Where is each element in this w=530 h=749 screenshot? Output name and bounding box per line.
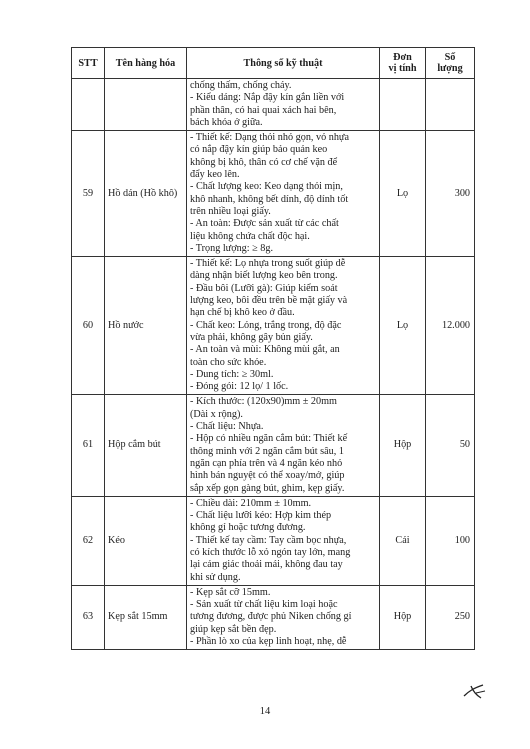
spec-line: - Hộp có nhiều ngăn cắm bút: Thiết kế xyxy=(190,433,348,445)
header-qty xyxy=(426,48,475,79)
row-qty: 250 xyxy=(426,585,475,649)
spec-line: - Sản xuất từ chất liệu kim loại hoặc xyxy=(190,599,338,611)
row-unit: Lọ xyxy=(380,257,426,395)
table-row xyxy=(72,131,475,257)
spec-line: trên nhiều loại giấy. xyxy=(190,205,271,217)
row-spec xyxy=(187,585,380,649)
row-qty: 100 xyxy=(426,496,475,585)
spec-line: - Thiết kế tay cầm: Tay cầm bọc nhựa, xyxy=(190,534,347,546)
row-qty: 50 xyxy=(426,395,475,496)
row-qty: 12.000 xyxy=(426,257,475,395)
row-spec xyxy=(187,496,380,585)
spec-line: - Đầu bôi (Lưỡi gà): Giúp kiểm soát xyxy=(190,282,338,294)
continuation-spec xyxy=(187,79,380,131)
signature-mark-icon xyxy=(462,682,488,702)
spec-line: - An toàn: Được sản xuất từ các chất xyxy=(190,218,339,230)
spec-line: có nắp đậy kín giúp bảo quản keo xyxy=(190,144,328,156)
continuation-stt xyxy=(72,79,105,131)
table-header-row xyxy=(72,48,475,79)
spec-line: - Đóng gói: 12 lọ/ 1 lốc. xyxy=(190,381,289,393)
row-stt: 62 xyxy=(72,496,105,585)
spec-line: - Chất lượng keo: Keo dạng thỏi mịn, xyxy=(190,181,343,193)
spec-line: thông minh với 2 ngăn cắm bút sâu, 1 xyxy=(190,445,344,457)
spec-line: - Phần lò xo của kẹp linh hoạt, nhẹ, dễ xyxy=(190,636,347,648)
spec-line: phần thân, có hai quai xách hai bên, xyxy=(190,104,337,116)
spec-line: - Kẹp sắt cỡ 15mm. xyxy=(190,586,271,598)
spec-line: - Chất keo: Lỏng, trắng trong, độ đặc xyxy=(190,319,342,331)
spec-line: đẩy keo lên. xyxy=(190,169,240,181)
table-row xyxy=(72,257,475,395)
table-row xyxy=(72,585,475,649)
row-name: Hồ dán (Hồ khô) xyxy=(105,131,187,257)
spec-line: giúp kẹp sắt bền đẹp. xyxy=(190,623,277,635)
spec-line: có kích thước lỗ xỏ ngón tay lớn, mang xyxy=(190,546,351,558)
row-unit: Hộp xyxy=(380,395,426,496)
row-stt: 63 xyxy=(72,585,105,649)
spec-line: - Dung tích: ≥ 30ml. xyxy=(190,368,274,380)
continuation-qty xyxy=(426,79,475,131)
spec-line: - An toàn và mùi: Không mùi gắt, an xyxy=(190,344,340,356)
spec-line: hạn chế bị khô keo ở đầu. xyxy=(190,307,295,319)
row-stt: 59 xyxy=(72,131,105,257)
spec-line: không bị khô, thân có cơ chế vặn để xyxy=(190,156,338,168)
spec-line: - Chất liệu lưỡi kéo: Hợp kim thép xyxy=(190,510,332,522)
spec-line: khi sử dụng. xyxy=(190,571,241,583)
row-unit: Cái xyxy=(380,496,426,585)
page-number: 14 xyxy=(259,706,271,717)
spec-line: - Trọng lượng: ≥ 8g. xyxy=(190,242,274,254)
spec-line: dàng nhận biết lượng keo bên trong. xyxy=(190,270,338,282)
header-unit xyxy=(380,48,426,79)
row-qty: 300 xyxy=(426,131,475,257)
spec-line: liệu không chứa chất độc hại. xyxy=(190,230,310,242)
spec-line: chống thấm, chống cháy. xyxy=(190,80,292,91)
row-unit: Lọ xyxy=(380,131,426,257)
spec-line: không gỉ hoặc tương đương. xyxy=(190,522,306,534)
spec-line: hình bán nguyệt có thể xoay/mở, giúp xyxy=(190,470,345,482)
row-spec xyxy=(187,131,380,257)
row-name: Hồ nước xyxy=(105,257,187,395)
header-unit-line1: Đơn xyxy=(393,52,412,63)
spec-line: - Thiết kế: Lọ nhựa trong suốt giúp dễ xyxy=(190,258,346,270)
header-qty-line2: lượng xyxy=(437,63,463,74)
spec-line: - Chiều dài: 210mm ± 10mm. xyxy=(190,497,312,509)
header-unit-line2: vị tính xyxy=(388,63,417,74)
row-name: Kéo xyxy=(105,496,187,585)
goods-spec-table xyxy=(71,47,475,650)
spec-line: - Thiết kế: Dạng thỏi nhỏ gọn, vỏ nhựa xyxy=(190,132,349,144)
spec-line: - Kiểu dáng: Nắp đậy kín gắn liền với xyxy=(190,92,345,104)
spec-line: bách khóa ở giữa. xyxy=(190,116,263,128)
row-stt: 61 xyxy=(72,395,105,496)
row-spec xyxy=(187,257,380,395)
table-row xyxy=(72,496,475,585)
header-stt: STT xyxy=(72,48,105,79)
spec-line: (Dài x rộng). xyxy=(190,408,243,420)
spec-line: sắp xếp gọn gàng bút, ghim, kẹp giấy. xyxy=(190,482,345,494)
row-name: Kẹp sắt 15mm xyxy=(105,585,187,649)
row-spec xyxy=(187,395,380,496)
spec-line: ngăn cạn phía trên và 4 ngăn kéo nhỏ xyxy=(190,457,343,469)
header-name: Tên hàng hóa xyxy=(105,48,187,79)
header-spec: Thông số kỹ thuật xyxy=(187,48,380,79)
spec-line: tương đương, được phủ Niken chống gỉ xyxy=(190,611,352,623)
spec-line: khô nhanh, không bết dính, độ dính tốt xyxy=(190,193,349,205)
row-name: Hộp cắm bút xyxy=(105,395,187,496)
spec-line: lại cảm giác thoải mái, không đau tay xyxy=(190,559,343,571)
header-qty-line1: Số xyxy=(444,52,456,63)
continuation-name xyxy=(105,79,187,131)
spec-line: - Kích thước: (120x90)mm ± 20mm xyxy=(190,396,337,408)
row-stt: 60 xyxy=(72,257,105,395)
spec-line: toàn cho sức khỏe. xyxy=(190,356,267,368)
spec-line: - Chất liệu: Nhựa. xyxy=(190,421,264,433)
continuation-row xyxy=(72,79,475,131)
row-unit: Hộp xyxy=(380,585,426,649)
table-row xyxy=(72,395,475,496)
spec-line: vừa phải, không gây bủn giấy. xyxy=(190,331,313,343)
spec-line: lượng keo, bôi đều trên bề mặt giấy và xyxy=(190,295,348,307)
continuation-unit xyxy=(380,79,426,131)
